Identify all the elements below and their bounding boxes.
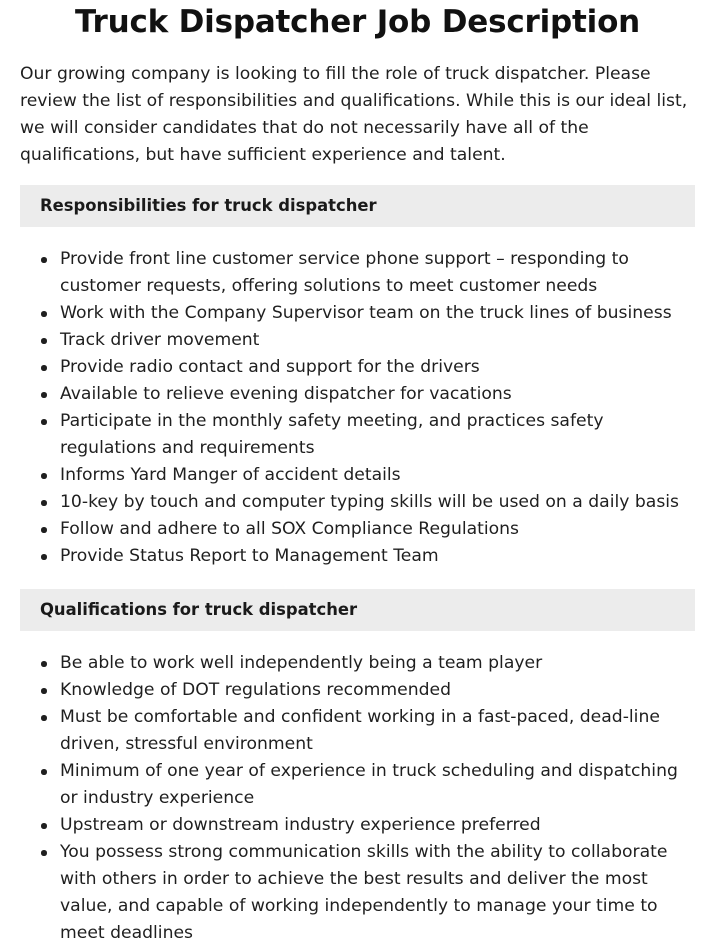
list-item: Be able to work well independently being a team player [60,650,695,677]
page-title: Truck Dispatcher Job Description [74,4,641,40]
list-item: Upstream or downstream industry experience preferred [60,812,695,839]
list-item: Must be comfortable and confident working in a fast-paced, dead-line driven, stressful environment [60,704,695,758]
responsibilities-list [20,246,695,570]
list-item: Participate in the monthly safety meeting, and practices safety regulations and requirements [60,408,695,462]
list-item: Track driver movement [60,327,695,354]
responsibilities-heading: Responsibilities for truck dispatcher [20,185,695,227]
list-item: Provide front line customer service phone support – responding to customer requests, offering solutions to meet customer needs [60,246,695,300]
qualifications-list [20,650,695,947]
list-item: Work with the Company Supervisor team on the truck lines of business [60,300,695,327]
list-item: Provide Status Report to Management Team [60,543,695,570]
list-item: Informs Yard Manger of accident details [60,462,695,489]
list-item: Minimum of one year of experience in truck scheduling and dispatching or industry experience [60,758,695,812]
list-item: Available to relieve evening dispatcher for vacations [60,381,695,408]
list-item: Knowledge of DOT regulations recommended [60,677,695,704]
list-item: You possess strong communication skills with the ability to collaborate with others in order to achieve the best results and deliver the most value, and capable of working independently to manage your time to meet deadlines [60,839,695,947]
qualifications-heading: Qualifications for truck dispatcher [20,589,695,631]
list-item: 10-key by touch and computer typing skills will be used on a daily basis [60,489,695,516]
intro-paragraph: Our growing company is looking to fill the role of truck dispatcher. Please review the list of responsibilities and qualifications. While this is our ideal list, we will consider candidates that do not necessarily have all of the qualifications, but have sufficient experience and talent. [20,64,688,165]
list-item: Follow and adhere to all SOX Compliance Regulations [60,516,695,543]
list-item: Provide radio contact and support for the drivers [60,354,695,381]
